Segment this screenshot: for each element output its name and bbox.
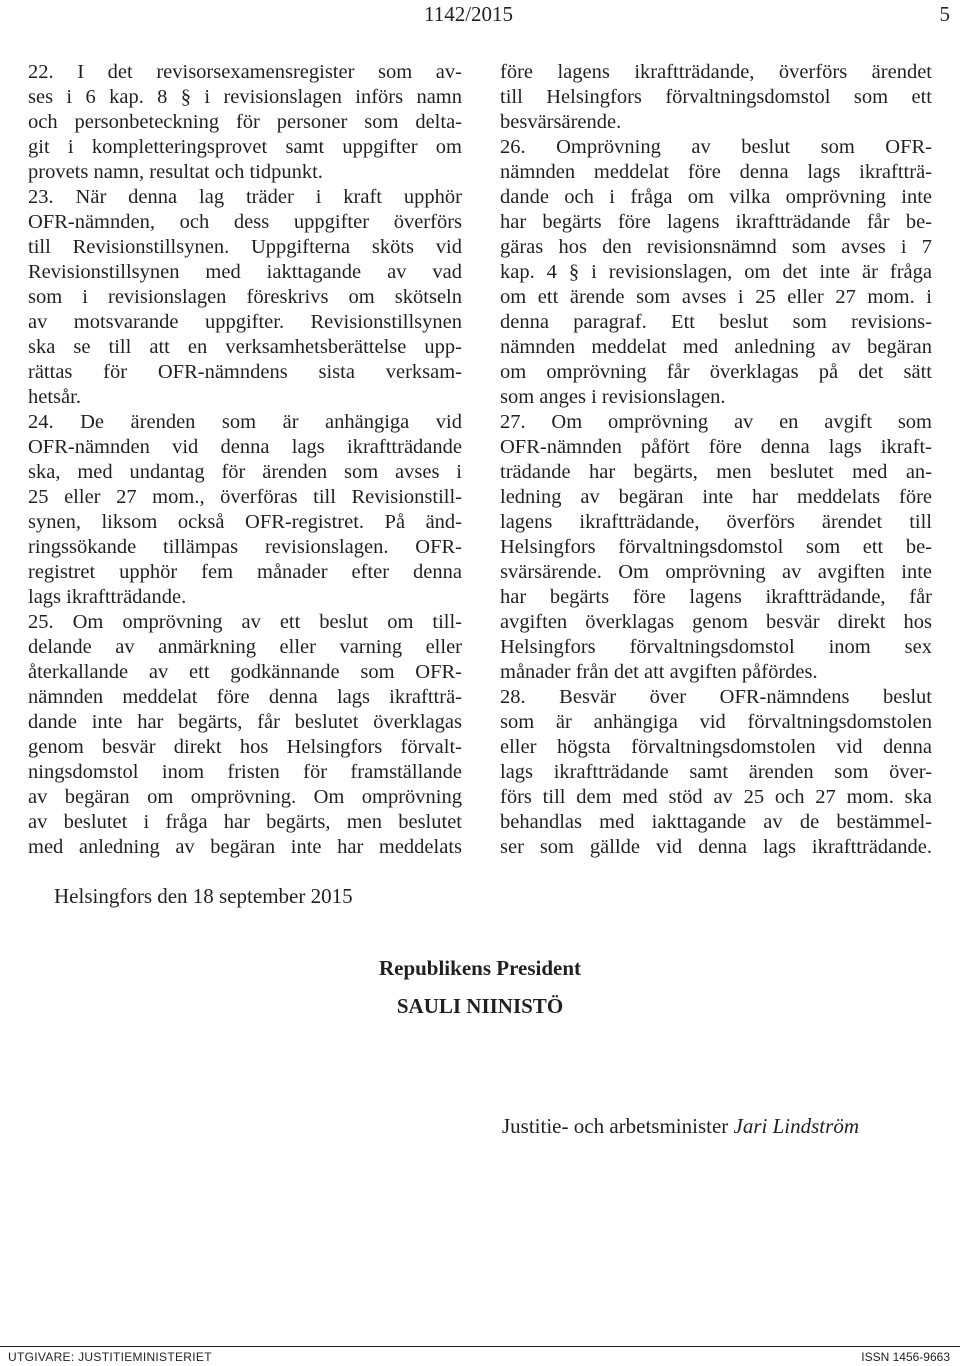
minister-signature [502,1114,859,1139]
text-line: 27. Om omprövning av en avgift som [500,411,932,433]
minister-name: Jari Lindström [733,1114,859,1138]
text-line: månader från det att avgiften påfördes. [500,661,818,683]
text-line: rättas för OFR-nämndens sista verksam- [28,361,462,383]
text-line: av beslutet i fråga har begärts, men beslutet [28,811,462,833]
text-line: 22. I det revisorsexamensregister som av- [28,61,462,83]
text-line: lags ikraftträdande. [28,586,187,608]
text-line: ser som gällde vid denna lags ikraftträdande. [500,836,932,858]
text-line: återkallande av ett godkännande som OFR- [28,661,462,683]
text-line: OFR-nämnden, och dess uppgifter överförs [28,211,462,233]
minister-title: Justitie- och arbetsminister [502,1114,729,1138]
text-line: dande inte har begärts, får beslutet överklagas [28,711,462,733]
text-line: avgiften överklagas genom besvär direkt hos [500,611,932,633]
text-line: dande och i fråga om vilka omprövning inte [500,186,932,208]
text-line: synen, liksom också OFR-registret. På änd- [28,511,462,533]
text-line: och personbeteckning för personer som delta- [28,111,462,133]
footer-publisher: UTGIVARE: JUSTITIEMINISTERIET [8,1350,212,1364]
left-text-column [28,60,462,860]
text-line: nämnden meddelat före denna lags ikraftträ- [28,686,462,708]
text-line: 25 eller 27 mom., överföras till Revisionstill- [28,486,462,508]
text-line: Helsingfors förvaltningsdomstol inom sex [500,636,932,658]
president-title: Republikens President [378,956,582,980]
text-line: om ett ärende som avses i 25 eller 27 mom. i [500,286,932,308]
text-line: 26. Omprövning av beslut som OFR- [500,136,932,158]
footer-divider [0,1346,960,1347]
text-line: har begärts före lagens ikraftträdande får be- [500,211,932,233]
text-line: behandlas med iakttagande av de bestämmel- [500,811,932,833]
text-line: ringssökande tillämpas revisionslagen. OFR- [28,536,462,558]
president-name: SAULI NIINISTÖ [396,994,564,1018]
text-line: före lagens ikraftträdande, överförs ärendet [500,61,932,83]
text-line: med anledning av begäran inte har meddelats [28,836,462,858]
text-line: gäras hos den revisionsnämnd som avses i 7 [500,236,932,258]
place-and-date: Helsingfors den 18 september 2015 [54,884,353,908]
text-line: ledning av begäran inte har meddelats före [500,486,932,508]
text-line: kap. 4 § i revisionslagen, om det inte är fråga [500,261,932,283]
text-line: förs till dem med stöd av 25 och 27 mom. ska [500,786,932,808]
text-line: git i kompletteringsprovet samt uppgifter om [28,136,462,158]
text-line: lagens ikraftträdande, överförs ärendet till [500,511,932,533]
text-line: genom besvär direkt hos Helsingfors förvalt- [28,736,462,758]
text-line: 28. Besvär över OFR-nämndens beslut [500,686,932,708]
right-text-column [500,60,932,860]
text-line: provets namn, resultat och tidpunkt. [28,161,323,183]
issue-number: 1142/2015 [424,2,514,26]
text-line: Helsingfors förvaltningsdomstol som ett be- [500,536,932,558]
text-line: trädande har begärts, men beslutet med an- [500,461,932,483]
text-line: OFR-nämnden vid denna lags ikraftträdande [28,436,462,458]
text-line: besvärsärende. [500,111,622,133]
text-line: Revisionstillsynen med iakttagande av vad [28,261,462,283]
text-line: hetsår. [28,386,81,408]
text-line: 24. De ärenden som är anhängiga vid [28,411,462,433]
text-line: eller högsta förvaltningsdomstolen vid denna [500,736,932,758]
text-line: nämnden meddelat med anledning av begäran [500,336,932,358]
text-line: som i revisionslagen föreskrivs om skötseln [28,286,462,308]
text-line: nämnden meddelat före denna lags ikraftträ- [500,161,932,183]
text-line: om omprövning får överklagas på det sätt [500,361,932,383]
text-line: ses i 6 kap. 8 § i revisionslagen införs namn [28,86,462,108]
text-line: OFR-nämnden påfört före denna lags ikraft- [500,436,932,458]
page-number: 5 [939,2,950,26]
text-line: som är anhängiga vid förvaltningsdomstolen [500,711,932,733]
text-line: till Revisionstillsynen. Uppgifterna sköts vid [28,236,462,258]
text-line: ska, med undantag för ärenden som avses i [28,461,462,483]
text-line: av motsvarande uppgifter. Revisionstillsynen [28,311,462,333]
text-line: av begäran om omprövning. Om omprövning [28,786,462,808]
text-line: lags ikraftträdande samt ärenden som över- [500,761,932,783]
text-line: ningsdomstol inom fristen för framställande [28,761,462,783]
footer-issn: ISSN 1456-9663 [861,1350,950,1364]
text-line: till Helsingfors förvaltningsdomstol som ett [500,86,932,108]
text-line: svärsärende. Om omprövning av avgiften inte [500,561,932,583]
text-line: har begärts före lagens ikraftträdande, får [500,586,932,608]
text-line: delande av anmärkning eller varning eller [28,636,462,658]
page-header [0,0,960,30]
text-line: 23. När denna lag träder i kraft upphör [28,186,462,208]
text-line: registret upphör fem månader efter denna [28,561,462,583]
text-line: denna paragraf. Ett beslut som revisions- [500,311,932,333]
text-line: ska se till att en verksamhetsberättelse upp- [28,336,462,358]
text-line: som anges i revisionslagen. [500,386,726,408]
text-line: 25. Om omprövning av ett beslut om till- [28,611,462,633]
